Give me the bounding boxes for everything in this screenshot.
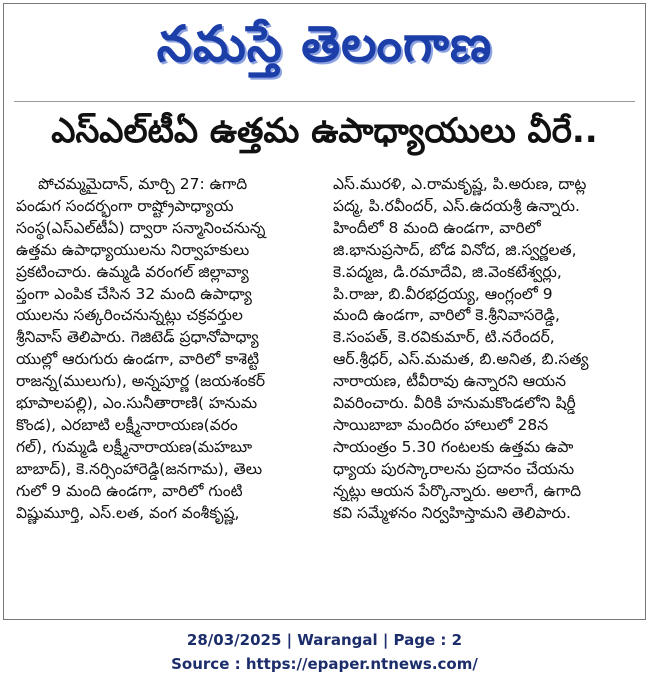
article-line: మంది ఉండగా, వారిలో కె.శ్రీనివాసరెడ్డి, bbox=[333, 306, 560, 325]
article-line: యులను సత్కరించనున్నట్లు చక్రవర్తుల bbox=[16, 306, 243, 325]
article-line: పద్మ, పి.రవీందర్, ఎస్.ఉదయశ్రీ ఉన్నారు. bbox=[333, 196, 580, 215]
article-line: యుల్లో ఆరుగురు ఉండగా, వారిలో కాశెట్టి bbox=[16, 350, 260, 369]
source-link[interactable]: Source : https://epaper.ntnews.com/ bbox=[171, 655, 478, 673]
article-line: ధ్యాయ పురస్కారాలను ప్రదానం చేయను bbox=[333, 459, 575, 478]
article-line: న్నట్లు ఆయన పేర్కొన్నారు. అలాగే, ఉగాది bbox=[333, 481, 582, 500]
dateline: 28/03/2025 | Warangal | Page : 2 bbox=[186, 631, 463, 649]
article-line: గల్), గుమ్మడి లక్ష్మీనారాయణ(మహబూ bbox=[16, 437, 253, 456]
news-clipping bbox=[3, 3, 646, 620]
article-line: పండుగ సందర్భంగా రాష్ట్రోపాధ్యాయ bbox=[16, 196, 234, 215]
article-line: హిందీలో 8 మంది ఉండగా, వారిలో bbox=[333, 218, 541, 237]
article-column-left bbox=[16, 174, 319, 619]
article-line: పోచమ్మమైదాన్, మార్చి 27: ఉగాది bbox=[38, 175, 248, 193]
article-line: ఎస్.మురళి, ఎ.రామకృష్ణ, పి.అరుణ, దాట్ల bbox=[333, 175, 587, 193]
article-line: ప్రకటించారు. ఉమ్మడి వరంగల్ జిల్లావ్యా bbox=[16, 262, 249, 281]
article-line: భూపాలపల్లి), ఎం.సునీతారాణి( హనుమ bbox=[16, 394, 258, 413]
article-line: సాయంత్రం 5.30 గంటలకు ఉత్తమ ఉపా bbox=[333, 437, 574, 456]
article-line: బాబాద్), కె.నర్సింహారెడ్డి(జనగామ), తెలు bbox=[16, 459, 263, 478]
divider bbox=[14, 101, 635, 102]
article-line: జి.భానుప్రసాద్, బోడ వినోద, జి.స్వర్ణలత, bbox=[333, 240, 577, 259]
article-line: సంస్థ(ఎస్‌ఎల్‌టీఏ) ద్వారా సన్మానించనున్న bbox=[16, 218, 266, 237]
clipping-footer bbox=[0, 628, 649, 676]
article-line: రాజన్న(ములుగు), అన్నపూర్ణ (జయశంకర్ bbox=[16, 372, 266, 391]
article-line: సాయిబాబా మందిరం హాలులో 28న bbox=[333, 415, 549, 434]
masthead-logo: నమస్తే తెలంగాణ bbox=[156, 14, 493, 73]
article-line: శ్రీనివాస్ తెలిపారు. గెజిటెడ్ ప్రధానోపాధ్యా bbox=[16, 328, 259, 347]
article-column-right bbox=[333, 174, 636, 619]
article-line: విష్ణుమూర్తి, ఎస్.లత, వంగ వంశీకృష్ణ, bbox=[16, 503, 240, 522]
article-line: కె.పద్మజ, డి.రమాదేవి, జి.వెంకటేశ్వర్లు, bbox=[333, 262, 562, 281]
article-line: ప్తంగా ఎంపిక చేసిన 32 మంది ఉపాధ్యా bbox=[16, 284, 252, 303]
article-line: పి.రాజు, బి.వీరభద్రయ్య, ఆంగ్లంలో 9 bbox=[333, 284, 553, 303]
article-body bbox=[16, 174, 636, 619]
article-headline: ఎస్‌ఎల్‌టీఏ ఉత్తమ ఉపాధ్యాయులు వీరే.. bbox=[51, 111, 598, 151]
article-line: కవి సమ్మేళనం నిర్వహిస్తామని తెలిపారు. bbox=[333, 503, 571, 522]
article-line: కె.సంపత్, కె.రవికుమార్, టి.నరేందర్, bbox=[333, 328, 555, 347]
article-line: ఉత్తమ ఉపాధ్యాయులను నిర్వాహకులు bbox=[16, 240, 250, 259]
article-line: వివరించారు. వీరికి హనుమకొండలోని షిర్డీ bbox=[333, 394, 576, 413]
article-line: ఆర్.శ్రీధర్, ఎస్.మమత, బి.అనిత, బి.సత్య bbox=[333, 350, 589, 369]
article-line: నారాయణ, టీవీరావు ఉన్నారని ఆయన bbox=[333, 372, 566, 391]
masthead bbox=[4, 4, 645, 96]
article-line: కొండ), ఎరబాటి లక్ష్మీనారాయణ(వరం bbox=[16, 415, 238, 434]
article-line: గులో 9 మంది ఉండగా, వారిలో గుంటి bbox=[16, 481, 243, 500]
